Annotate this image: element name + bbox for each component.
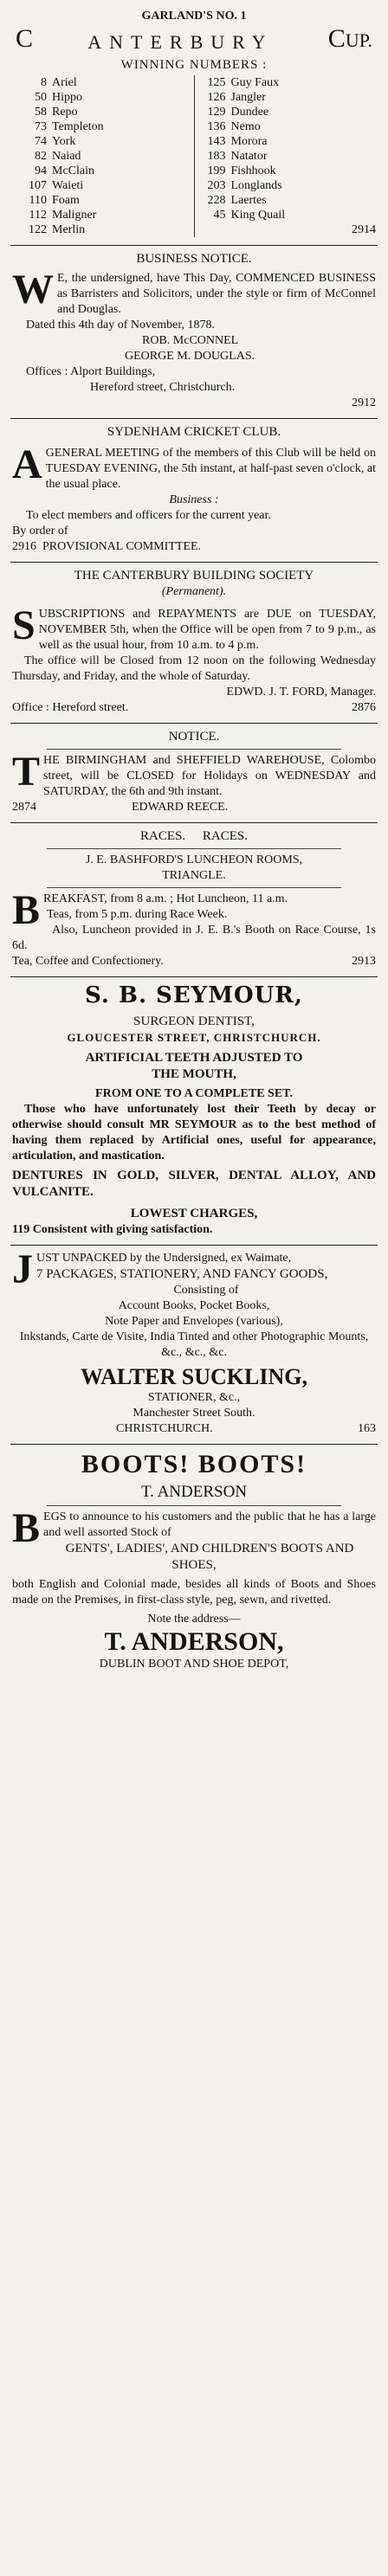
warehouse-ref: 2874 (12, 801, 36, 814)
cup-title (16, 24, 372, 54)
winning-number-row (195, 193, 377, 208)
boots-body-2: both English and Colonial made, besides all kinds of Boots and Shoes made on the Premises, in first-class style, peg, sewn, and rivetted. (12, 1578, 376, 1607)
luncheon-teas: Teas, from 5 p.m. during Race Week. (47, 908, 228, 921)
warehouse-signatory: EDWARD REECE. (132, 801, 229, 814)
horse-name: Naiad (52, 150, 81, 163)
business-dated: Dated this 4th day of November, 1878. (26, 319, 215, 332)
business-heading: BUSINESS NOTICE. (136, 252, 252, 266)
stationer-ref: 163 (358, 1422, 376, 1435)
winning-number: 58 (35, 106, 47, 119)
winning-number: 45 (213, 209, 226, 222)
cricket-by-order: By order of (12, 525, 68, 538)
boots-merchant: T. ANDERSON (140, 1483, 248, 1501)
winning-number-row (195, 105, 377, 119)
stationer-name: WALTER SUCKLING, (80, 1364, 307, 1389)
cup-title-initial: C (16, 24, 34, 53)
horse-name: Maligner (52, 209, 97, 222)
business-ref: 2912 (352, 396, 376, 409)
winning-number-row (195, 134, 377, 149)
cricket-club-notice (10, 419, 378, 563)
winning-number-row (195, 75, 377, 90)
winning-number: 94 (35, 164, 47, 177)
boots-note: Note the address— (147, 1613, 241, 1626)
stationer-packages: 7 PACKAGES, STATIONERY, AND FANCY GOODS, (36, 1267, 328, 1281)
horse-name: Ariel (52, 76, 77, 89)
stationer-ad (10, 1246, 378, 1445)
horse-name: Hippo (52, 91, 82, 104)
winning-number-row (12, 119, 194, 134)
divider (47, 1505, 341, 1506)
luncheon-also: Also, Luncheon provided in J. E. B.'s Booth on Race Course, 1s 6d. (12, 924, 376, 952)
building-sub: (Permanent). (161, 585, 227, 598)
races-heading-left: RACES. (140, 829, 186, 843)
cup-title-initial-2: C (327, 24, 346, 53)
stationer-street: Manchester Street South. (133, 1407, 255, 1420)
horse-name: Morora (230, 135, 268, 148)
business-offices-label: Offices : (26, 365, 68, 378)
winning-number: 50 (35, 91, 47, 104)
stationery-item: Note Paper and Envelopes (various), (105, 1315, 283, 1328)
winning-number-row (195, 164, 377, 178)
winning-number-row (12, 90, 194, 105)
warehouse-notice (10, 724, 378, 823)
luncheon-rooms-ad (10, 823, 378, 977)
stationery-item: Inkstands, Carte de Visite, India Tinted and other Photographic Mounts, (19, 1330, 369, 1343)
winning-number: 122 (29, 223, 47, 236)
luncheon-title: J. E. BASHFORD'S LUNCHEON ROOMS, (85, 853, 303, 866)
stationer-role: STATIONER, &c., (147, 1391, 241, 1404)
warehouse-heading: NOTICE. (168, 730, 220, 744)
horse-name: Fishhook (230, 164, 276, 177)
dentist-address: GLOUCESTER STREET, CHRISTCHURCH. (67, 1031, 321, 1044)
building-ref: 2876 (352, 701, 376, 714)
luncheon-body: BREAKFAST, from 8 a.m. ; Hot Luncheon, 11 a.m. (12, 887, 288, 933)
winning-number-row (12, 193, 194, 208)
dentist-ad (10, 977, 378, 1246)
winning-number-row (195, 90, 377, 105)
winning-number-row (12, 178, 194, 193)
business-offices-1: Alport Buildings, (70, 365, 156, 378)
winning-number: 125 (207, 76, 226, 89)
winning-number: 107 (29, 179, 47, 192)
horse-name: Jangler (230, 91, 266, 104)
winning-number-row (12, 164, 194, 178)
winning-number-row (195, 208, 377, 222)
newspaper-column (10, 0, 378, 1679)
boots-ad (10, 1445, 378, 1679)
building-office: Office : Hereford street. (12, 701, 129, 714)
canterbury-cup-ad (10, 3, 378, 246)
boots-merchant-2: T. ANDERSON, (104, 1627, 284, 1656)
stationer-items (12, 1298, 376, 1361)
cricket-heading: SYDENHAM CRICKET CLUB. (107, 425, 281, 439)
business-signatory-1: ROB. McCONNEL (142, 334, 239, 347)
winning-number: 112 (29, 209, 47, 222)
winning-number: 8 (41, 76, 47, 89)
winning-number-row (12, 149, 194, 164)
cricket-committee: PROVISIONAL COMMITTEE. (42, 540, 202, 553)
winning-number-row (12, 105, 194, 119)
divider (47, 848, 341, 849)
winning-number: 74 (35, 135, 47, 148)
building-body: SUBSCRIPTIONS and REPAYMENTS are DUE on TUESDAY, NOVEMBER 5th, when the Office will be open from 7 to 9 p.m., as well as the usual hour, from 10 a.m. to 4 p.m. (12, 602, 376, 652)
horse-name: Guy Faux (230, 76, 280, 89)
luncheon-location: TRIANGLE. (162, 869, 226, 882)
winning-number: 183 (207, 150, 226, 163)
dentist-name: S. B. SEYMOUR, (85, 982, 303, 1008)
stationer-city: CHRISTCHURCH. (116, 1422, 213, 1435)
stationery-item: &c., &c., &c. (161, 1346, 227, 1359)
dentist-from: FROM ONE TO A COMPLETE SET. (95, 1087, 293, 1100)
divider (47, 749, 341, 750)
winning-number-row (12, 134, 194, 149)
cup-title-word-2: UP. (345, 29, 372, 51)
dentist-satisfaction: 119 Consistent with giving satisfaction. (12, 1223, 213, 1236)
warehouse-body: THE BIRMINGHAM and SHEFFIELD WAREHOUSE, Colombo street, will be CLOSED for Holidays on WEDNESDAY and SATURDAY, the 6th and 9th instant. (12, 749, 376, 798)
horse-name: Waieti (52, 179, 84, 192)
building-heading: THE CANTERBURY BUILDING SOCIETY (74, 569, 314, 583)
building-society-notice (10, 563, 378, 724)
cricket-business-text: To elect members and officers for the current year. (26, 509, 271, 522)
luncheon-ref: 2913 (352, 955, 376, 968)
winning-number: 199 (207, 164, 226, 177)
cricket-business-label: Business : (169, 493, 219, 506)
stationer-consisting: Consisting of (173, 1284, 239, 1297)
races-heading-right: RACES. (202, 829, 248, 843)
horse-name: King Quail (230, 209, 286, 222)
winning-number: 203 (207, 179, 226, 192)
winning-number: 73 (35, 120, 47, 133)
winning-number-row (195, 149, 377, 164)
winning-number: 228 (207, 194, 226, 207)
horse-name: Repo (52, 106, 78, 119)
horse-name: McClain (52, 164, 94, 177)
boots-headline: BOOTS! BOOTS! (81, 1450, 307, 1478)
horse-name: Foam (52, 194, 80, 207)
boots-body: BEGS to announce to his customers and the public that he has a large and well assorted Stock of (12, 1505, 376, 1551)
winning-number: 136 (207, 120, 226, 133)
dentist-dentures: DENTURES IN GOLD, SILVER, DENTAL ALLOY, AND VULCANITE. (12, 1169, 376, 1199)
luncheon-tea: Tea, Coffee and Confectionery. (12, 955, 164, 968)
horse-name: Dundee (230, 106, 269, 119)
stationery-item: Account Books, Pocket Books, (118, 1299, 270, 1312)
cup-ref: 2914 (352, 223, 376, 236)
divider (47, 887, 341, 888)
winning-number: 110 (29, 194, 47, 207)
cricket-body: AGENERAL MEETING of the members of this Club will be held on TUESDAY EVENING, the 5th instant, at half-past seven o'clock, at the usual place. (12, 441, 376, 491)
winning-number-row (12, 222, 194, 237)
dentist-title: SURGEON DENTIST, (133, 1014, 255, 1028)
winning-number: 82 (35, 150, 47, 163)
building-manager: EDWD. J. T. FORD, Manager. (226, 686, 376, 699)
horse-name: Natator (230, 150, 268, 163)
building-body-2: The office will be Closed from 12 noon on the following Wednesday Thursday, and Friday, and the whole of Saturday. (12, 654, 376, 683)
dentist-heading-1: ARTIFICIAL TEETH ADJUSTED TO (85, 1051, 303, 1065)
winning-number-row (195, 178, 377, 193)
cup-title-word: ANTERBURY (87, 31, 274, 53)
dentist-heading-2: THE MOUTH, (152, 1067, 236, 1081)
winning-number-row (12, 208, 194, 222)
winning-number: 126 (207, 91, 226, 104)
horse-name: Laertes (230, 194, 267, 207)
boots-depot: DUBLIN BOOT AND SHOE DEPOT, (99, 1658, 289, 1671)
business-signatory-2: GEORGE M. DOUGLAS. (125, 350, 255, 363)
dentist-body: Those who have unfortunately lost their Teeth by decay or otherwise should consult MR SEYMOUR as to the best method of having them replaced by Artificial ones, useful for appearance, articulation, and mastication. (12, 1103, 376, 1162)
winning-numbers-table (12, 75, 376, 237)
horse-name: Nemo (230, 120, 261, 133)
business-notice (10, 246, 378, 419)
winning-number-row (195, 119, 377, 134)
business-body: WE, the undersigned, have This Day, COMMENCED BUSINESS as Barristers and Solicitors, under the style or firm of McConnel and Douglas. (12, 267, 376, 316)
winning-number-row (12, 75, 194, 90)
business-offices-2: Hereford street, Christchurch. (90, 381, 236, 394)
horse-name: Merlin (52, 223, 86, 236)
horse-name: Templeton (52, 120, 104, 133)
winning-number: 129 (207, 106, 226, 119)
cricket-ref: 2916 (12, 540, 36, 553)
winning-numbers-left (12, 75, 195, 237)
cup-subheading: WINNING NUMBERS : (120, 58, 268, 72)
winning-numbers-right (195, 75, 377, 237)
cup-heading: GARLAND'S NO. 1 (141, 10, 247, 23)
stationer-intro: JUST UNPACKED by the Undersigned, ex Waimate, (12, 1246, 292, 1292)
dentist-charges: LOWEST CHARGES, (130, 1207, 258, 1220)
horse-name: Longlands (230, 179, 282, 192)
horse-name: York (52, 135, 76, 148)
boots-goods: GENTS', LADIES', AND CHILDREN'S BOOTS AND SHOES, (65, 1542, 354, 1572)
winning-number: 143 (207, 135, 226, 148)
